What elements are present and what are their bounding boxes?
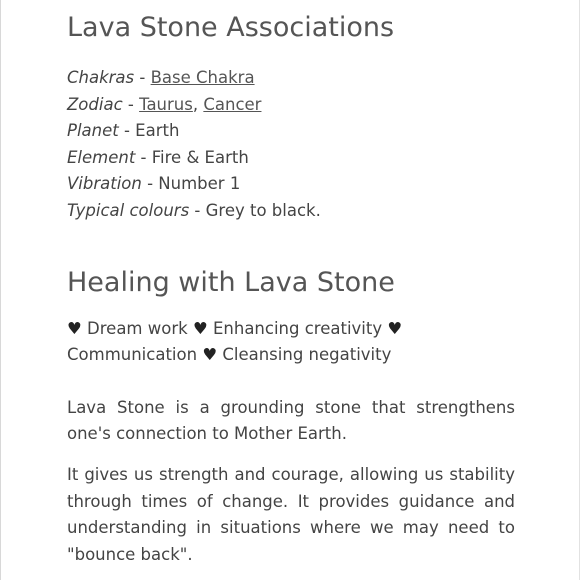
chakras-separator: - [134,68,151,87]
planet-value: - Earth [118,121,180,141]
associations-heading: Lava Stone Associations [67,12,395,43]
base-chakra-link[interactable]: Base Chakra [150,68,255,87]
healing-heading: Healing with Lava Stone [67,266,395,298]
vibration-label: Vibration [67,174,142,194]
association-element [67,145,515,172]
benefit-item: Communication [67,345,198,365]
association-vibration [67,171,515,198]
zodiac-joiner: , [192,94,204,114]
zodiac-label: Zodiac [67,94,123,114]
body-paragraph: Lava Stone is a grounding stone that strengthens one's connection to Mother Earth. [67,397,515,444]
heart-icon: ♥ [192,318,208,338]
article-content [67,10,515,568]
association-planet [67,118,515,145]
benefit-item: Cleansing negativity [222,345,392,365]
colours-value: - Grey to black. [189,200,321,220]
element-label: Element [67,147,136,167]
benefit-item: Enhancing creativity [212,318,383,338]
body-paragraph: It gives us strength and courage, allowing us stability through times of change. It provides guidance and understanding in situations where we may need to "bounce back". [67,464,515,564]
benefit-item: Dream work [87,318,188,338]
cancer-link[interactable]: Cancer [203,94,262,114]
association-chakras [67,65,515,92]
association-colours [67,198,515,225]
heart-icon: ♥ [67,318,82,338]
zodiac-separator: - [122,94,140,114]
heart-icon: ♥ [387,318,403,338]
planet-label: Planet [67,121,119,141]
association-zodiac [67,92,515,119]
healing-benefits [67,316,515,369]
chakras-label: Chakras [67,68,135,87]
taurus-link[interactable]: Taurus [139,94,193,114]
element-value: - Fire & Earth [135,147,249,167]
associations-list [67,65,515,225]
vibration-value: - Number 1 [141,174,241,194]
left-border-rule [0,0,1,580]
colours-label: Typical colours [67,200,190,220]
heart-icon: ♥ [202,345,218,365]
